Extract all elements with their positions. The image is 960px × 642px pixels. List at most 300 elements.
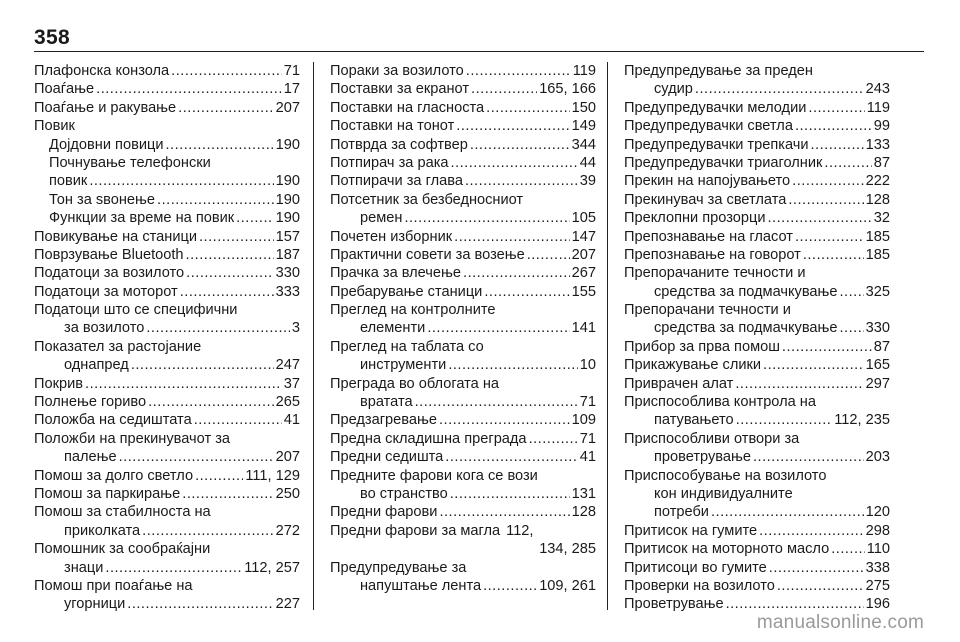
index-entry-text: Предупредувачки трепкачи xyxy=(624,136,809,153)
dot-leader xyxy=(529,430,578,448)
index-entry xyxy=(34,467,300,485)
dot-leader xyxy=(777,577,864,595)
index-entry-text: Предни седишта xyxy=(330,449,444,466)
index-entry-text: проветрување xyxy=(654,449,751,466)
index-entry-page: 165, 166 xyxy=(539,81,596,98)
index-entry xyxy=(330,393,596,411)
index-entry xyxy=(330,577,596,595)
index-entry-page: 227 xyxy=(275,596,300,613)
index-entry-page: 243 xyxy=(865,81,890,98)
index-entry-page: 190 xyxy=(275,173,300,190)
index-entry xyxy=(34,228,300,246)
dot-leader xyxy=(463,264,570,282)
index-entry-text: Приспособување на возилото xyxy=(624,467,827,484)
index-entry xyxy=(624,319,890,337)
dot-leader xyxy=(178,99,273,117)
dot-leader xyxy=(840,319,864,337)
index-entry xyxy=(34,503,300,521)
dot-leader xyxy=(166,136,274,154)
column-divider xyxy=(607,62,608,610)
index-entry xyxy=(34,117,300,135)
index-entry-text: Преглед на таблата со xyxy=(330,338,484,355)
index-entry xyxy=(34,209,300,227)
index-entry-text: средства за подмачкување xyxy=(654,320,838,337)
index-entry xyxy=(34,191,300,209)
index-entry xyxy=(330,301,596,319)
index-entry xyxy=(330,319,596,337)
index-entry xyxy=(330,338,596,356)
index-entry-page: 112, xyxy=(506,522,534,539)
index-entry-page: 128 xyxy=(571,504,596,521)
dot-leader xyxy=(735,375,863,393)
dot-leader xyxy=(142,522,273,540)
index-entry-text: Преграда во облогата на xyxy=(330,375,500,392)
dot-leader xyxy=(146,319,290,337)
index-entry xyxy=(34,136,300,154)
dot-leader xyxy=(486,99,569,117)
index-entry xyxy=(34,448,300,466)
index-entry-page: 157 xyxy=(275,228,300,245)
index-entry xyxy=(34,356,300,374)
index-entry-text: судир xyxy=(654,81,693,98)
index-entry-page: 250 xyxy=(275,485,300,502)
index-entry-page: 71 xyxy=(579,394,596,411)
index-entry xyxy=(624,338,890,356)
index-entry-page: 275 xyxy=(865,577,890,594)
index-entry xyxy=(624,595,890,613)
index-entry-text: напуштање лента xyxy=(360,577,482,594)
index-entry xyxy=(624,577,890,595)
index-entry-page: 112, 235 xyxy=(834,412,890,429)
index-entry xyxy=(34,559,300,577)
index-entry xyxy=(624,503,890,521)
index-entry xyxy=(34,80,300,98)
index-entry-text: во странство xyxy=(360,485,448,502)
index-entry-text: Препознавање на гласот xyxy=(624,228,793,245)
index-entry-text: Полнење гориво xyxy=(34,394,147,411)
index-entry-text: Пораки за возилото xyxy=(330,63,464,79)
column-divider xyxy=(313,62,314,610)
index-entry-text: Поставки на тонот xyxy=(330,118,455,135)
index-entry-text: Прачка за влечење xyxy=(330,265,462,282)
index-entry xyxy=(330,540,596,558)
index-entry-text: Податоци за возилото xyxy=(34,265,185,282)
index-entry xyxy=(34,393,300,411)
index-entry-page: 119 xyxy=(572,63,596,79)
index-entry-page: 190 xyxy=(275,191,300,208)
index-entry-page: 187 xyxy=(275,246,300,263)
index-entry-text: Предни фарови xyxy=(330,504,438,521)
index-entry xyxy=(330,80,596,98)
dot-leader xyxy=(753,448,864,466)
index-entry-page: 149 xyxy=(571,118,596,135)
index-entry xyxy=(34,375,300,393)
index-entry xyxy=(624,209,890,227)
index-entry-page: 190 xyxy=(275,210,300,227)
index-entry-text: Показател за растојание xyxy=(34,338,202,355)
index-entry xyxy=(330,522,596,540)
dot-leader xyxy=(194,411,282,429)
index-entry-text: Прекинувач за светлата xyxy=(624,191,787,208)
index-entry-text: Поаѓање и ракување xyxy=(34,99,177,116)
index-entry-page: 105 xyxy=(571,210,596,227)
index-entry-text: кон индивидуалните xyxy=(654,485,793,502)
index-entry-text: Потпирачи за глава xyxy=(330,173,463,190)
index-entry-text: Приврачен алат xyxy=(624,375,734,392)
dot-leader xyxy=(119,448,274,466)
index-entry-page: 247 xyxy=(275,357,300,374)
index-entry-text: Помош за долго светло xyxy=(34,467,194,484)
index-entry xyxy=(330,246,596,264)
dot-leader xyxy=(795,228,864,246)
index-entry-page: 150 xyxy=(571,99,596,116)
index-entry-text: однапред xyxy=(64,357,129,374)
index-entry xyxy=(330,172,596,190)
dot-leader xyxy=(131,356,274,374)
index-entry-text: Пребарување станици xyxy=(330,283,483,300)
index-entry-text: Податоци што се специфични xyxy=(34,302,238,319)
index-entry xyxy=(34,338,300,356)
index-entry xyxy=(624,559,890,577)
index-entry-page: 112, 257 xyxy=(244,559,300,576)
index-entry xyxy=(330,228,596,246)
index-entry-text: Поаѓање xyxy=(34,81,95,98)
index-entry-text: Положби на прекинувачот за xyxy=(34,430,230,447)
index-entry xyxy=(34,522,300,540)
dot-leader xyxy=(450,485,570,503)
index-entry xyxy=(624,283,890,301)
index-entry-page: 120 xyxy=(865,504,890,521)
dot-leader xyxy=(788,191,863,209)
index-entry-text: Препознавање на говорот xyxy=(624,246,801,263)
index-entry xyxy=(330,117,596,135)
dot-leader xyxy=(465,172,578,190)
dot-leader xyxy=(471,80,537,98)
index-entry-text: Потпирач за рака xyxy=(330,154,449,171)
dot-leader xyxy=(415,393,578,411)
index-entry-page: 207 xyxy=(275,99,300,116)
index-entry xyxy=(34,485,300,503)
dot-leader xyxy=(404,209,569,227)
index-entry xyxy=(330,136,596,154)
index-entry-page: 325 xyxy=(865,283,890,300)
index-entry-page: 222 xyxy=(865,173,890,190)
index-entry-text: Преглед на контролните xyxy=(330,302,496,319)
dot-leader xyxy=(186,264,273,282)
index-entry-page: 330 xyxy=(275,265,300,282)
index-entry-page: 71 xyxy=(579,430,596,447)
index-entry-text: Потврда за софтвер xyxy=(330,136,468,153)
index-entry-text: Приспособливи отвори за xyxy=(624,430,800,447)
index-entry-page: 131 xyxy=(571,485,596,502)
index-entry xyxy=(624,228,890,246)
index-entry xyxy=(624,522,890,540)
index-entry-page: 267 xyxy=(571,265,596,282)
index-entry-page: 133 xyxy=(865,136,890,153)
index-entry xyxy=(624,264,890,282)
index-entry xyxy=(624,393,890,411)
index-entry-text: Тон за ѕвонење xyxy=(49,191,156,208)
dot-leader xyxy=(454,228,570,246)
index-entry xyxy=(34,595,300,613)
index-entry-page: 119 xyxy=(866,99,890,116)
header-rule xyxy=(34,51,924,52)
dot-leader xyxy=(484,283,569,301)
index-entry-text: Притисок на гумите xyxy=(624,522,758,539)
dot-leader xyxy=(96,80,282,98)
index-entry-text: Предупредувачки мелодии xyxy=(624,99,807,116)
index-entry-text: Предупредување за xyxy=(330,559,467,576)
index-entry-text: Помош за паркирање xyxy=(34,485,181,502)
dot-leader xyxy=(795,117,872,135)
index-entry xyxy=(624,467,890,485)
index-entry-text: Предна складишна преграда xyxy=(330,430,527,447)
index-entry-text: Прикажување слики xyxy=(624,357,762,374)
dot-leader xyxy=(792,172,863,190)
index-entry-page: 344 xyxy=(571,136,596,153)
index-entry-page: 165 xyxy=(865,357,890,374)
index-entry-text: Податоци за моторот xyxy=(34,283,178,300)
index-entry xyxy=(624,136,890,154)
dot-leader xyxy=(236,209,273,227)
index-entry-page: 87 xyxy=(873,338,890,355)
index-entry-page: 190 xyxy=(275,136,300,153)
dot-leader xyxy=(831,540,865,558)
dot-leader xyxy=(695,80,864,98)
index-entry xyxy=(34,154,300,172)
index-entry-text: Предните фарови кога се вози xyxy=(330,467,538,484)
index-entry xyxy=(624,411,890,429)
index-entry xyxy=(34,411,300,429)
index-entry-text: Препорачаните течности и xyxy=(624,265,806,282)
index-entry xyxy=(624,356,890,374)
index-entry xyxy=(330,283,596,301)
index-entry-page: 185 xyxy=(865,246,890,263)
index-entry xyxy=(34,301,300,319)
page-number: 358 xyxy=(34,26,70,49)
index-entry xyxy=(34,430,300,448)
index-entry-page: 41 xyxy=(579,449,596,466)
index-entry-page: 109 xyxy=(571,412,596,429)
index-entry-text: Дојдовни повици xyxy=(49,136,164,153)
index-entry-page: 141 xyxy=(571,320,596,337)
index-entry-page: 71 xyxy=(283,63,300,79)
index-entry-text: инструменти xyxy=(360,357,447,374)
index-entry xyxy=(34,283,300,301)
index-entry-page: 155 xyxy=(571,283,596,300)
index-entry-text: Притисок на моторното масло xyxy=(624,541,830,558)
dot-leader xyxy=(736,411,833,429)
index-entry-page: 203 xyxy=(865,449,890,466)
index-entry xyxy=(34,246,300,264)
dot-leader xyxy=(127,595,273,613)
index-entry-text: Предни фарови за магла xyxy=(330,522,501,539)
index-entry-text: Плафонска конзола xyxy=(34,63,170,79)
index-entry-text: Притисоци во гумите xyxy=(624,559,767,576)
index-entry-page: 185 xyxy=(865,228,890,245)
dot-leader xyxy=(808,99,864,117)
dot-leader xyxy=(448,356,577,374)
index-entry xyxy=(624,246,890,264)
dot-leader xyxy=(470,136,570,154)
index-entry-text: Поставки на гласноста xyxy=(330,99,485,116)
dot-leader xyxy=(711,503,864,521)
index-entry-text: Практични совети за возење xyxy=(330,246,525,263)
index-entry-page: 297 xyxy=(865,375,890,392)
index-entry xyxy=(330,485,596,503)
index-entry xyxy=(34,577,300,595)
index-entry-page: 196 xyxy=(865,596,890,613)
index-entry xyxy=(330,503,596,521)
index-entry-page: 109, 261 xyxy=(539,577,596,594)
index-entry-text: Прибор за прва помош xyxy=(624,338,780,355)
index-entry-text: Почнување телефонски xyxy=(49,154,211,171)
index-entry-text: Проветрување xyxy=(624,596,724,613)
dot-leader xyxy=(456,117,569,135)
index-entry xyxy=(34,319,300,337)
index-entry-page: 330 xyxy=(865,320,890,337)
index-entry-text: Повикување на станици xyxy=(34,228,197,245)
dot-leader xyxy=(105,559,242,577)
dot-leader xyxy=(803,246,864,264)
index-entry xyxy=(34,172,300,190)
index-entry xyxy=(624,117,890,135)
index-entry-page: 128 xyxy=(865,191,890,208)
dot-leader xyxy=(445,448,577,466)
dot-leader xyxy=(763,356,864,374)
index-entry-text: ремен xyxy=(360,210,403,227)
index-entry-page: 272 xyxy=(275,522,300,539)
index-entry-page: 147 xyxy=(571,228,596,245)
dot-leader xyxy=(840,283,864,301)
index-entry-text: палење xyxy=(64,449,117,466)
dot-leader xyxy=(759,522,864,540)
index-entry-text: потреби xyxy=(654,504,709,521)
index-entry-text: приколката xyxy=(64,522,141,539)
index-entry xyxy=(330,191,596,209)
index-entry xyxy=(34,540,300,558)
index-entry xyxy=(330,154,596,172)
index-entry xyxy=(624,172,890,190)
index-entry-page: 134, 285 xyxy=(539,541,596,558)
index-entry xyxy=(330,467,596,485)
index-entry xyxy=(330,62,596,80)
index-entry xyxy=(34,62,300,80)
index-entry xyxy=(330,375,596,393)
index-entry xyxy=(34,99,300,117)
index-entry-page: 37 xyxy=(283,375,300,392)
index-entry xyxy=(624,448,890,466)
index-entry-text: патувањето xyxy=(654,412,734,429)
index-entry-text: Предупредување за преден xyxy=(624,63,813,79)
index-entry-page: 333 xyxy=(275,283,300,300)
index-entry-text: Почетен изборник xyxy=(330,228,453,245)
index-entry-text: повик xyxy=(49,173,88,190)
index-entry-text: вратата xyxy=(360,394,413,411)
index-entry-page: 99 xyxy=(873,118,890,135)
index-entry xyxy=(330,559,596,577)
index-entry xyxy=(330,430,596,448)
dot-leader xyxy=(527,246,570,264)
index-entry xyxy=(624,375,890,393)
dot-leader xyxy=(186,246,274,264)
index-entry-text: Помош при поаѓање на xyxy=(34,577,193,594)
dot-leader xyxy=(85,375,282,393)
index-entry-page: 298 xyxy=(865,522,890,539)
index-entry-page: 39 xyxy=(579,173,596,190)
index-entry-page: 265 xyxy=(275,394,300,411)
index-entry-page: 111, 129 xyxy=(245,467,300,484)
index-entry-text: Помошник за сообраќајни xyxy=(34,541,211,558)
dot-leader xyxy=(439,411,570,429)
index-entry-text: Положба на седиштата xyxy=(34,412,192,429)
dot-leader xyxy=(171,62,282,80)
index-entry xyxy=(624,540,890,558)
index-entry-text: знаци xyxy=(64,559,104,576)
dot-leader xyxy=(195,467,243,485)
dot-leader xyxy=(483,577,537,595)
index-entry-page: 41 xyxy=(283,412,300,429)
index-entry xyxy=(624,62,890,80)
index-entry-page: 32 xyxy=(873,210,890,227)
index-column-1 xyxy=(34,62,300,614)
dot-leader xyxy=(782,338,872,356)
index-entry-page: 17 xyxy=(283,81,300,98)
dot-leader xyxy=(466,62,571,80)
dot-leader xyxy=(767,209,871,227)
dot-leader xyxy=(769,559,864,577)
index-entry-text: Поврзување Bluetooth xyxy=(34,246,184,263)
index-entry-page: 10 xyxy=(579,357,596,374)
index-entry-text: Покрив xyxy=(34,375,84,392)
index-entry xyxy=(624,430,890,448)
watermark: manualsonline.com xyxy=(756,612,924,633)
index-entry xyxy=(330,99,596,117)
dot-leader xyxy=(427,319,569,337)
index-entry-text: Преклопни прозорци xyxy=(624,210,766,227)
dot-leader xyxy=(439,503,569,521)
index-entry-text: угорници xyxy=(64,596,126,613)
dot-leader xyxy=(451,154,578,172)
index-entry-page: 207 xyxy=(275,449,300,466)
index-entry xyxy=(330,209,596,227)
index-entry-text: Функции за време на повик xyxy=(49,210,235,227)
index-entry-page: 87 xyxy=(873,154,890,171)
dot-leader xyxy=(180,283,274,301)
index-entry-text: Препорачани течности и xyxy=(624,302,791,319)
index-entry-text: елементи xyxy=(360,320,426,337)
index-entry-text: Проверки на возилото xyxy=(624,577,775,594)
index-entry xyxy=(624,301,890,319)
dot-leader xyxy=(148,393,274,411)
index-entry xyxy=(624,485,890,503)
dot-leader xyxy=(726,595,864,613)
index-column-3 xyxy=(624,62,890,614)
index-entry xyxy=(624,154,890,172)
index-column-2 xyxy=(330,62,596,595)
index-entry xyxy=(330,356,596,374)
index-entry xyxy=(330,448,596,466)
index-entry-text: Помош за стабилноста на xyxy=(34,504,211,521)
index-entry xyxy=(624,80,890,98)
index-entry-text: за возилото xyxy=(64,320,145,337)
index-entry-page: 44 xyxy=(579,154,596,171)
index-entry-page: 110 xyxy=(866,541,890,558)
index-entry xyxy=(34,264,300,282)
index-entry-text: Прекин на напојувањето xyxy=(624,173,791,190)
index-entry xyxy=(624,191,890,209)
index-entry xyxy=(624,99,890,117)
